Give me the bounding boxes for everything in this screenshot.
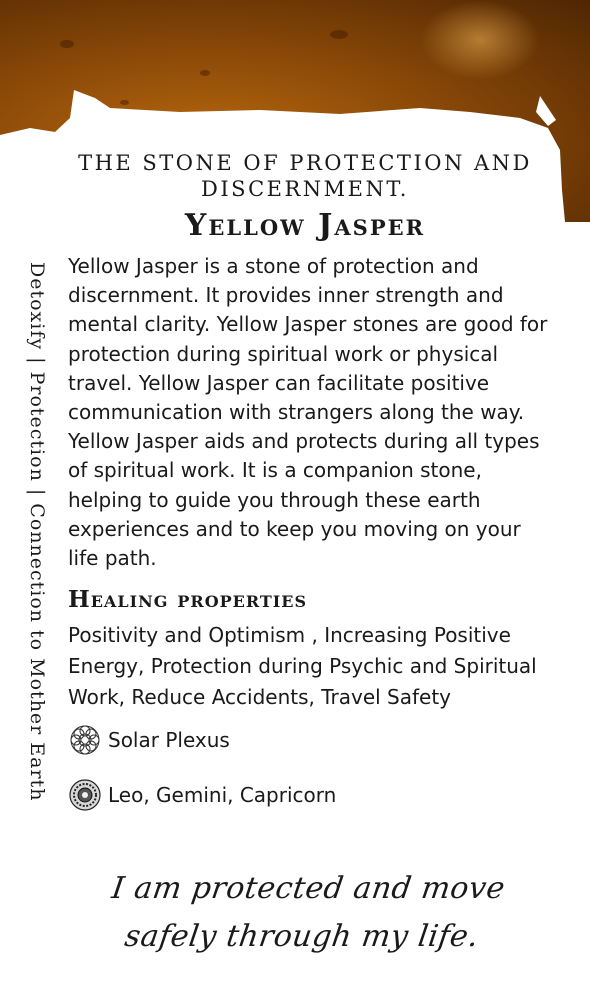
zodiac-row (68, 778, 336, 812)
healing-properties: Positivity and Optimism , Increasing Positive Energy, Protection during Psychic and Spiritual Work, Reduce Accidents, Travel Safety (68, 623, 537, 709)
healing-heading: Healing properties (68, 586, 308, 613)
side-keywords-text: Detoxify | Protection | Connection to Mother Earth (26, 262, 48, 802)
stone-description: Yellow Jasper is a stone of protection and discernment. It provides inner strength and mental clarity. Yellow Jasper stones are good for protection during spiritual work or physical travel. Yellow Jasper can facilitate positive communication with strangers along the way. Yellow Jasper aids and protects during all types of spiritual work. It is a companion stone, helping to guide you through these earth experiences and to keep you moving on your life path. (68, 254, 548, 571)
zodiac-wheel-icon (68, 778, 102, 812)
zodiac-label: Leo, Gemini, Capricorn (108, 783, 337, 807)
side-keywords (26, 262, 56, 882)
chakra-row (68, 723, 230, 757)
stone-title: Yellow Jasper (184, 208, 426, 243)
chakra-label: Solar Plexus (108, 728, 230, 752)
tagline: THE STONE OF PROTECTION AND DISCERNMENT. (78, 151, 532, 201)
chakra-mandala-icon (68, 723, 102, 757)
affirmation: I am protected and move safely through my life. (109, 871, 508, 954)
